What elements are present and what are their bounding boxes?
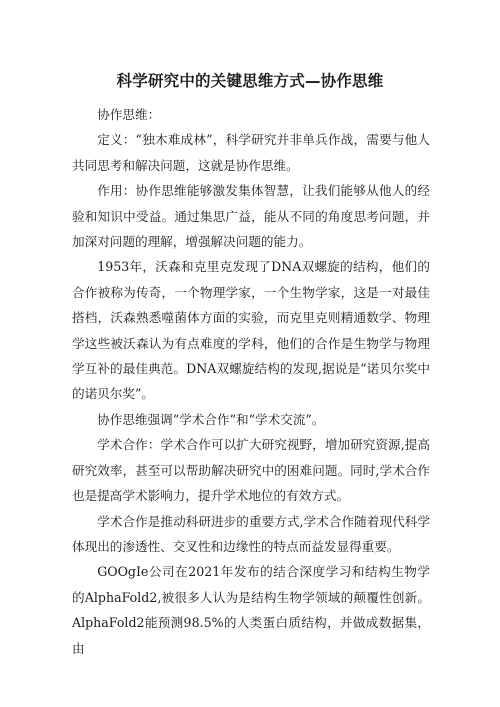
document-body [72, 102, 430, 661]
paragraph-academic-cooperation: 学术合作：学术合作可以扩大研究视野，增加研究资源,提高研究效率，甚至可以帮助解决研究中的困难问题。同时,学术合作也是提高学术影响力，提升学术地位的有效方式。 [72, 437, 430, 504]
paragraph-emphasis: 协作思维强调“学术合作”和“学术交流”。 [97, 411, 325, 427]
paragraph-definition: 定义：“独木难成林”，科学研究并非单兵作战，需要与他人共同思考和解决问题，这就是协作思维。 [72, 132, 430, 173]
paragraph-alphafold: GOOgIe公司在2021年发布的结合深度学习和结构生物学的AlphaFold2,被很多人认为是结构生物学领域的颠覆性创新。AlphaFold2能预测98.5%的人类蛋白质结构，并做成数据集，由 [72, 564, 430, 656]
paragraph-heading: 协作思维： [97, 107, 161, 122]
paragraph-dna-example: 1953年，沃森和克里克发现了DNA双螺旋的结构，他们的合作被称为传奇，一个物理学家，一个生物学家，这是一对最佳搭档，沃森熟悉噬菌体方面的实验，而克里克则精通数学、物理学这些被沃森认为有点难度的学科，他们的合作是生物学与物理学互补的最佳典范。DNA双螺旋结构的发现,据说是“诺贝尔奖中的诺贝尔奖”。 [72, 259, 430, 402]
paragraph-function: 作用：协作思维能够激发集体智慧，让我们能够从他人的经验和知识中受益。通过集思广益，能从不同的角度思考问题，并加深对问题的理解，增强解决问题的能力。 [72, 183, 430, 250]
paragraph-research-progress: 学术合作是推动科研进步的重要方式,学术合作随着现代科学体现出的渗透性、交叉性和边缘性的特点而益发显得重要。 [72, 513, 430, 554]
document-title: 科学研究中的关键思维方式—协作思维 [116, 72, 384, 90]
